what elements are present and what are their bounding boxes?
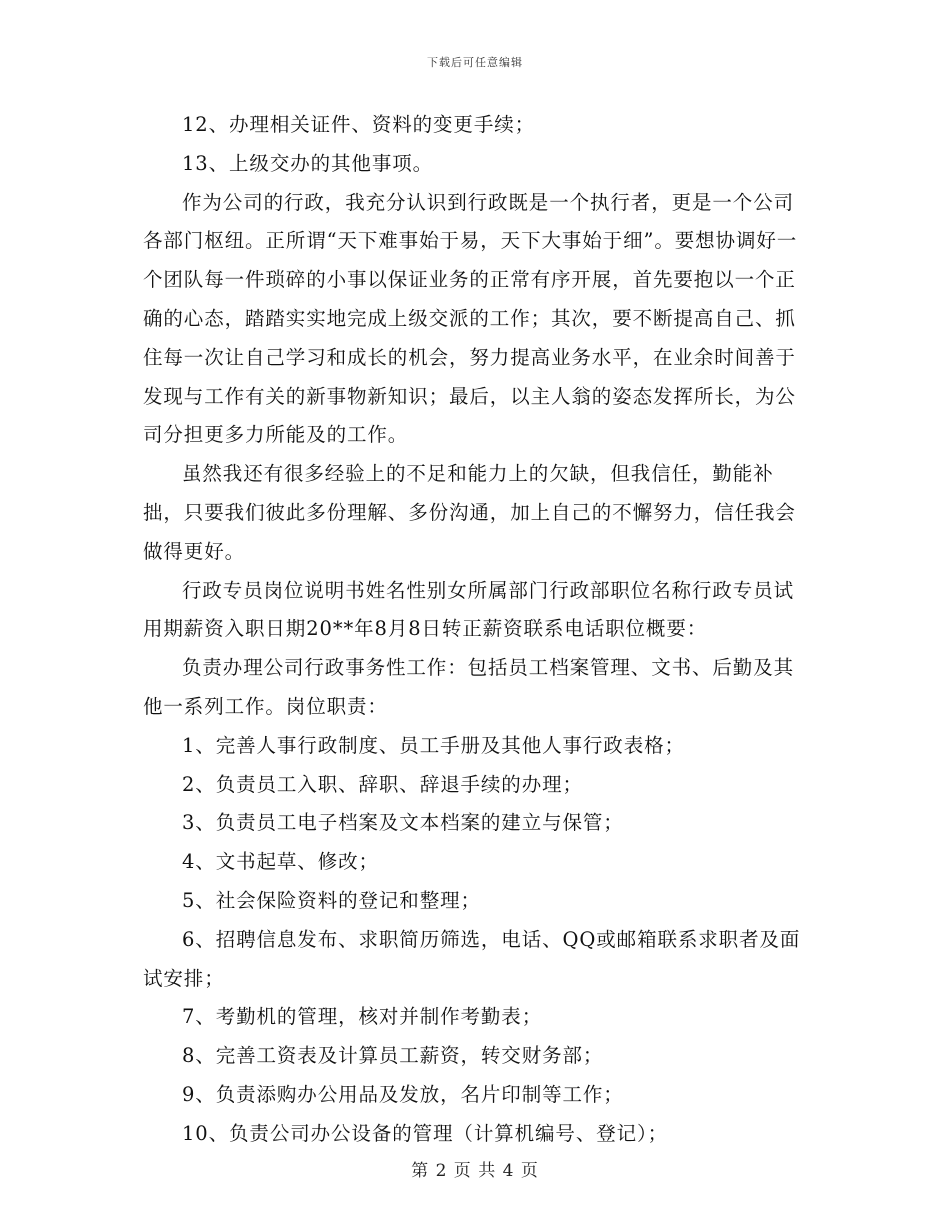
- paragraph-job-description-header: 行政专员岗位说明书姓名性别女所属部门行政部职位名称行政专员试用期薪资入职日期20**年8月8日转正薪资联系电话职位概要：: [143, 578, 795, 641]
- paragraph-item-13: 13、上级交办的其他事项。: [182, 151, 434, 175]
- duty-item-2: 2、负责员工入职、辞职、辞退手续的办理；: [182, 772, 583, 796]
- paragraph-item-12: 12、办理相关证件、资料的变更手续；: [182, 113, 536, 136]
- duty-item-9: 9、负责添购办公用品及发放，名片印制等工作；: [182, 1082, 624, 1106]
- page-header: 下载后可任意编辑: [427, 56, 523, 69]
- duty-item-6: 6、招聘信息发布、求职简历筛选，电话、QQ或邮箱联系求职者及面试安排；: [143, 927, 801, 990]
- duty-item-5: 5、社会保险资料的登记和整理；: [182, 888, 481, 912]
- duty-item-7: 7、考勤机的管理，核对并制作考勤表；: [182, 1005, 543, 1029]
- paragraph-closing: 虽然我还有很多经验上的不足和能力上的欠缺，但我信任，勤能补拙，只要我们彼此多份理解、多份沟通，加上自己的不懈努力，信任我会做得更好。: [143, 462, 796, 563]
- duty-item-1: 1、完善人事行政制度、员工手册及其他人事行政表格；: [182, 733, 685, 757]
- paragraph-self-reflection: 作为公司的行政，我充分认识到行政既是一个执行者，更是一个公司各部门枢纽。正所谓“天下难事始于易，天下大事始于细”。要想协调好一个团队每一件琐碎的小事以保证业务的正常有序开展，首先要抱以一个正确的心态，踏踏实实地完成上级交派的工作；其次，要不断提高自己、抓住每一次让自己学习和成长的机会，努力提高业务水平，在业余时间善于发现与工作有关的新事物新知识；最后，以主人翁的姿态发挥所长，为公司分担更多力所能及的工作。: [143, 190, 798, 447]
- duty-item-4: 4、文书起草、修改；: [182, 850, 379, 874]
- page-footer: 第 2 页 共 4 页: [411, 1161, 539, 1181]
- duty-item-3: 3、负责员工电子档案及文本档案的建立与保管；: [182, 811, 624, 835]
- duty-item-10: 10、负责公司办公设备的管理（计算机编号、登记）；: [182, 1121, 669, 1145]
- document-body: [143, 106, 813, 1154]
- paragraph-job-summary: 负责办理公司行政事务性工作：包括员工档案管理、文书、后勤及其他一系列工作。岗位职责：: [143, 656, 795, 718]
- duty-item-8: 8、完善工资表及计算员工薪资，转交财务部；: [182, 1044, 604, 1068]
